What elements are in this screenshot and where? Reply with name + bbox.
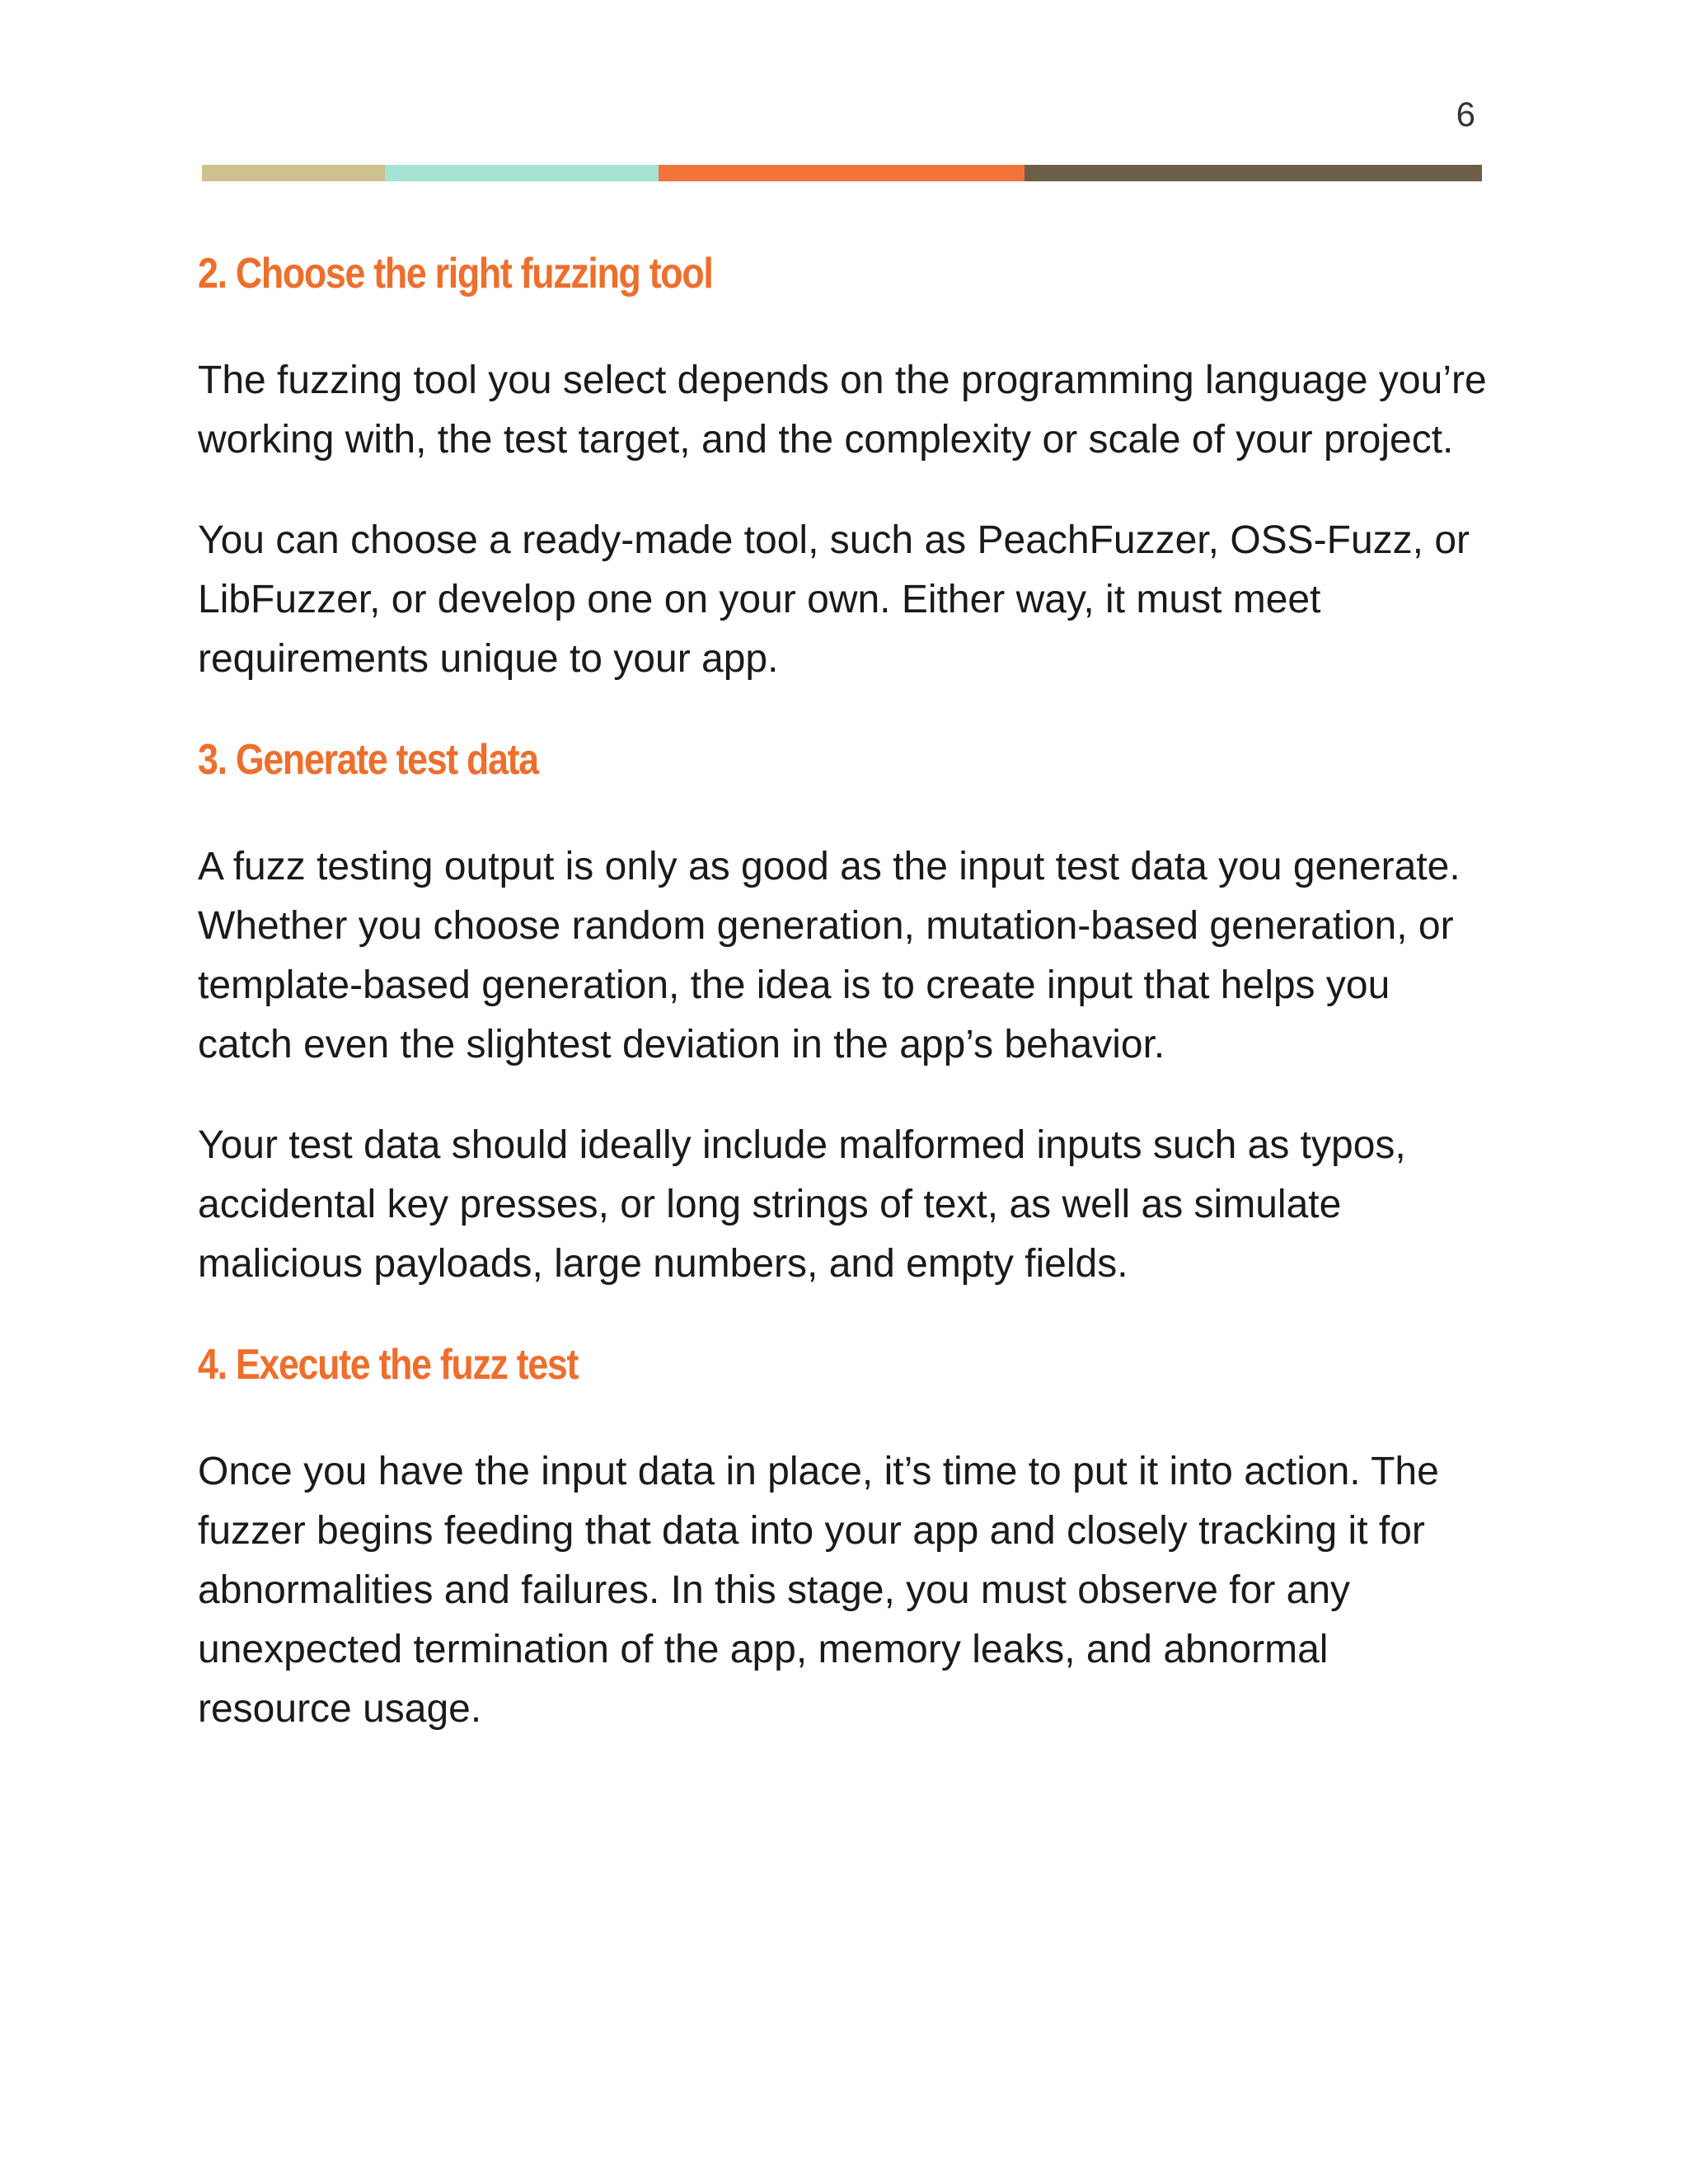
paragraph: The fuzzing tool you select depends on the programming language you’re working with, the test target, and the complexity or scale of your project. xyxy=(198,359,1487,462)
paragraph: You can choose a ready-made tool, such as PeachFuzzer, OSS-Fuzz, or LibFuzzer, or develop one on your own. Either way, it must meet requirements unique to your app. xyxy=(198,518,1470,681)
section-choose-tool xyxy=(198,244,1488,689)
page-number: 6 xyxy=(1456,95,1475,134)
section-execute-fuzz-test xyxy=(198,1335,1488,1739)
paragraph: Your test data should ideally include malformed inputs such as typos, accidental key presses, or long strings of text, as well as simulate malicious payloads, large numbers, and empty fields. xyxy=(198,1123,1406,1286)
rule-segment-1 xyxy=(202,165,385,181)
paragraph: Once you have the input data in place, it’s time to put it into action. The fuzzer begins feeding that data into your app and closely tracking it for abnormalities and failures. In this stage, you must observe for any unexpected termination of the app, memory leaks, and abnormal resource usage. xyxy=(198,1450,1439,1731)
rule-segment-2 xyxy=(385,165,659,181)
section-heading: 3. Generate test data xyxy=(198,736,538,784)
section-generate-test-data xyxy=(198,730,1488,1294)
rule-segment-4 xyxy=(1025,165,1482,181)
paragraph: A fuzz testing output is only as good as the input test data you generate. Whether you choose random generation, mutation-based generation, or template-based generation, the idea is to create input that helps you catch even the slightest deviation in the app’s behavior. xyxy=(198,845,1461,1066)
section-heading: 4. Execute the fuzz test xyxy=(198,1341,579,1389)
header-color-rule xyxy=(202,165,1482,181)
section-heading: 2. Choose the right fuzzing tool xyxy=(198,250,713,298)
page-content xyxy=(198,244,1488,1739)
rule-segment-3 xyxy=(659,165,1025,181)
